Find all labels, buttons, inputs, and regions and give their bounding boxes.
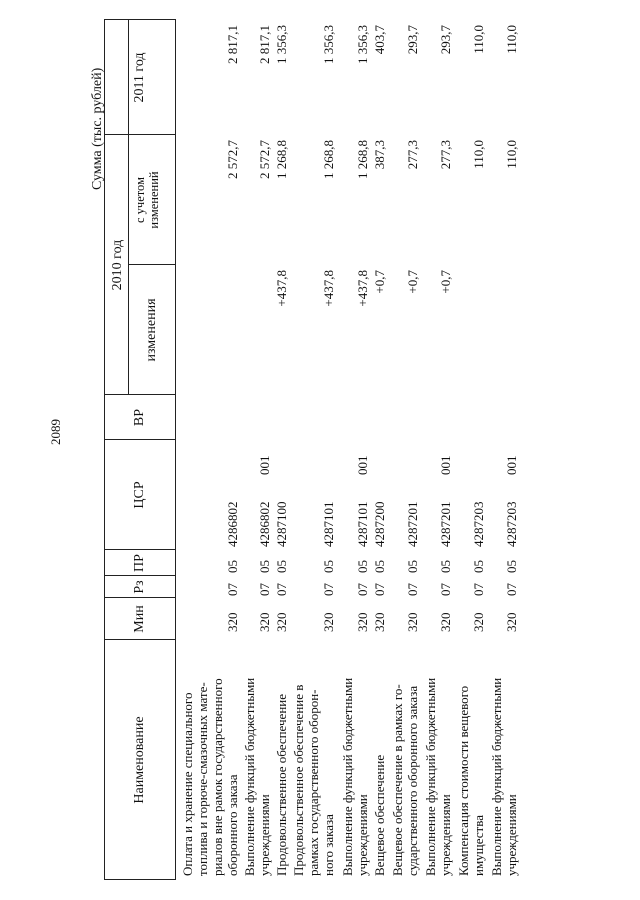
row-vr: 001 [504, 455, 519, 475]
row-name-line: Выполнение функций бюджетными [340, 677, 355, 876]
row-pr: 05 [405, 560, 420, 573]
row-name-line: Выполнение функций бюджетными [242, 677, 257, 876]
row-pr: 05 [504, 560, 519, 573]
document-page [20, 20, 620, 880]
row-changes: +0,7 [405, 270, 420, 294]
table-row [180, 644, 240, 876]
header-vr: ВР [132, 408, 147, 427]
row-with-changes: 1 268,8 [355, 140, 370, 179]
header-2011: 2011 год [132, 52, 147, 103]
row-name-line: рамках государственного оборон- [306, 689, 321, 876]
row-2011: 2 817,1 [225, 25, 240, 64]
table-row [423, 644, 453, 876]
row-with-changes: 110,0 [504, 140, 519, 169]
row-csr: 4287100 [274, 501, 289, 547]
table-row [489, 644, 519, 876]
row-name-line: Компенсация стоимости вещевого [456, 685, 471, 876]
row-name-line: ного заказа [321, 814, 336, 876]
row-name-line: учреждениями [504, 794, 519, 876]
row-name-line: Вещевое обеспечение [372, 754, 387, 876]
row-name-line: Продовольственное обеспечение в [291, 684, 306, 876]
table-row [372, 644, 387, 876]
header-pr: ПР [132, 554, 147, 572]
row-name-line: Вещевое обеспечение в рамках го- [390, 684, 405, 876]
row-name-line: учреждениями [355, 794, 370, 876]
row-pr: 05 [438, 560, 453, 573]
header-rz: Рз [132, 580, 147, 594]
row-pr: 05 [274, 560, 289, 573]
row-2011: 293,7 [438, 25, 453, 55]
row-changes: +0,7 [438, 270, 453, 294]
row-pr: 05 [355, 560, 370, 573]
header-min: Мин [132, 605, 147, 633]
row-name-line: Оплата и хранение специального [180, 692, 195, 876]
row-min: 320 [225, 612, 240, 632]
row-min: 320 [355, 612, 370, 632]
row-name-line: оборонного заказа [225, 774, 240, 876]
row-rz: 07 [321, 583, 336, 596]
row-rz: 07 [504, 583, 519, 596]
row-min: 320 [504, 612, 519, 632]
row-name-line: Выполнение функций бюджетными [489, 677, 504, 876]
row-name-line: имущества [471, 815, 486, 876]
row-min: 320 [438, 612, 453, 632]
header-changes: изменения [144, 298, 159, 362]
row-2011: 403,7 [372, 25, 387, 55]
page-number: 2089 [48, 419, 63, 445]
row-2011: 110,0 [471, 25, 486, 54]
row-csr: 4287101 [321, 501, 336, 547]
header-csr: ЦСР [132, 481, 147, 509]
row-changes: +437,8 [355, 270, 370, 307]
row-with-changes: 2 572,7 [257, 140, 272, 179]
row-csr: 4287203 [471, 501, 486, 547]
table-row [242, 644, 272, 876]
row-pr: 05 [471, 560, 486, 573]
row-pr: 05 [225, 560, 240, 573]
row-name-line: риалов вне рамок государственного [210, 678, 225, 876]
row-rz: 07 [274, 583, 289, 596]
row-min: 320 [321, 612, 336, 632]
row-pr: 05 [257, 560, 272, 573]
row-rz: 07 [225, 583, 240, 596]
header-name: Наименование [132, 716, 147, 804]
row-min: 320 [372, 612, 387, 632]
row-with-changes: 1 268,8 [274, 140, 289, 179]
row-changes: +437,8 [321, 270, 336, 307]
table-row [274, 644, 289, 876]
row-rz: 07 [405, 583, 420, 596]
row-csr: 4287203 [504, 501, 519, 547]
row-2011: 293,7 [405, 25, 420, 55]
row-min: 320 [405, 612, 420, 632]
row-with-changes: 2 572,7 [225, 140, 240, 179]
row-name-line: Выполнение функций бюджетными [423, 677, 438, 876]
row-name-line: Продовольственное обеспечение [274, 694, 289, 876]
header-2010: 2010 год [110, 239, 125, 291]
row-vr: 001 [257, 455, 272, 475]
row-rz: 07 [372, 583, 387, 596]
row-name-line: учреждениями [257, 794, 272, 876]
table-row [291, 644, 336, 876]
row-2011: 1 356,3 [355, 25, 370, 64]
table-row [340, 644, 370, 876]
row-name-line: сударственного оборонного заказа [405, 685, 420, 876]
row-vr: 001 [355, 455, 370, 475]
row-2011: 1 356,3 [274, 25, 289, 64]
row-min: 320 [471, 612, 486, 632]
row-csr: 4287200 [372, 501, 387, 547]
row-with-changes: 277,3 [405, 140, 420, 170]
row-vr: 001 [438, 455, 453, 475]
row-2011: 1 356,3 [321, 25, 336, 64]
row-with-changes: 387,3 [372, 140, 387, 170]
table-row [390, 644, 420, 876]
row-rz: 07 [471, 583, 486, 596]
row-csr: 4287201 [405, 501, 420, 547]
row-changes: +0,7 [372, 270, 387, 294]
row-2011: 2 817,1 [257, 25, 272, 64]
row-with-changes: 1 268,8 [321, 140, 336, 179]
row-rz: 07 [438, 583, 453, 596]
row-name-line: учреждениями [438, 794, 453, 876]
row-min: 320 [257, 612, 272, 632]
row-rz: 07 [355, 583, 370, 596]
row-2011: 110,0 [504, 25, 519, 54]
row-csr: 4287101 [355, 501, 370, 547]
row-csr: 4286802 [257, 501, 272, 547]
header-with-changes-1: с учетом [133, 177, 147, 223]
units-note: Сумма (тыс. рублей) [90, 67, 105, 190]
header-with-changes-2: изменений [147, 171, 161, 229]
row-pr: 05 [321, 560, 336, 573]
row-pr: 05 [372, 560, 387, 573]
row-csr: 4287201 [438, 501, 453, 547]
table-row [456, 644, 486, 876]
row-changes: +437,8 [274, 270, 289, 307]
row-min: 320 [274, 612, 289, 632]
row-with-changes: 277,3 [438, 140, 453, 170]
row-csr: 4286802 [225, 501, 240, 547]
row-name-line: топлива и горюче-смазочных мате- [195, 682, 210, 876]
row-rz: 07 [257, 583, 272, 596]
row-with-changes: 110,0 [471, 140, 486, 169]
